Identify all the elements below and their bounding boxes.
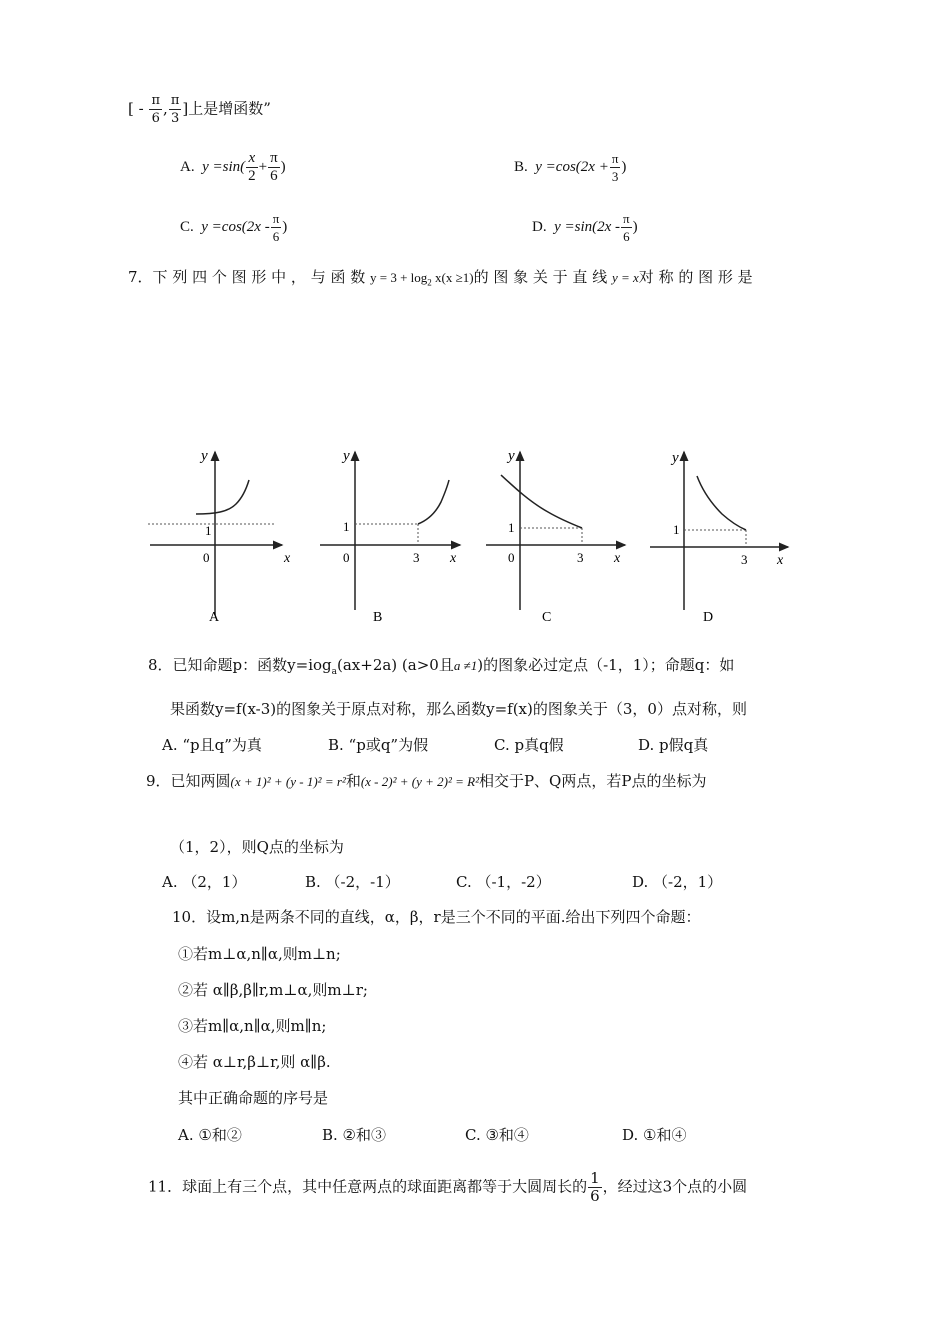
svg-text:D: D <box>703 610 714 625</box>
q10-option-b: B. ②和③ <box>322 1126 387 1144</box>
svg-text:1: 1 <box>205 523 212 538</box>
q8-line1: 8．已知命题p：函数y=iog$_a$(ax+2a) (a>0且a ≠1)的图象必过定点（-1，1）；命题q：如 <box>148 656 735 677</box>
q6-option-d: D. y =sin(2x - $\frac{\pi}{6}$ ) <box>532 211 638 244</box>
q6-bracket: [ - <box>128 99 144 118</box>
q9-option-b: B. （-2，-1） <box>305 873 400 891</box>
q9-option-d: D. （-2，1） <box>632 873 723 891</box>
q10-option-c: C. ③和④ <box>465 1126 529 1144</box>
svg-text:0: 0 <box>203 550 210 565</box>
q10-item-2: ②若 α∥β,β∥r,m⊥α,则m⊥r; <box>178 981 368 999</box>
q9-option-a: A. （2，1） <box>162 873 247 891</box>
q7-line-yx: y = x <box>611 270 639 285</box>
svg-text:x: x <box>450 551 457 566</box>
svg-text:x: x <box>777 553 784 568</box>
q10-option-a: A. ①和② <box>178 1126 242 1144</box>
svg-text:1: 1 <box>673 522 680 537</box>
q6-frac-pi-6: $\frac{\pi}{6}$ <box>151 93 161 126</box>
svg-text:0: 0 <box>508 550 515 565</box>
svg-text:x: x <box>614 551 621 566</box>
svg-text:1: 1 <box>343 519 350 534</box>
q11-frac-1-6: $\frac{1}{6}$ <box>590 1169 600 1205</box>
q7-stem: 7．下 列 四 个 图 形 中 ， 与 函 数 $y = 3 + \log_2 x(x \ge 1)$的 图 象 关 于 直 线 y = x对 称 的 图 形 是 <box>128 268 753 288</box>
q6-tail-text: ]上是增函数” <box>182 99 271 118</box>
svg-text:y: y <box>672 450 679 466</box>
graph-b <box>320 448 460 625</box>
q9-circle-1: (x + 1)² + (y - 1)² = r² <box>230 774 346 789</box>
q6-interval-line: [ - $\frac{\pi}{6}$ , $\frac{\pi}{3}$ ]上是增函数” <box>128 93 271 126</box>
q8-line2: 果函数y=f(x-3)的图象关于原点对称，那么函数y=f(x)的图象关于（3，0）点对称，则 <box>170 700 747 718</box>
q6-option-a: A. y =sin( $\frac{x}{2}$ + $\frac{\pi}{6}$ ) <box>180 150 286 184</box>
q9-option-c: C. （-1，-2） <box>456 873 551 891</box>
svg-text:x: x <box>284 551 291 566</box>
q8-option-a: A. “p且q”为真 <box>162 736 262 754</box>
svg-text:3: 3 <box>741 552 748 567</box>
q8-option-c: C. p真q假 <box>494 736 564 754</box>
svg-text:C: C <box>542 610 552 625</box>
q8-option-b: B. “p或q”为假 <box>328 736 429 754</box>
svg-text:A: A <box>209 610 220 625</box>
q10-stem: 10．设m,n是两条不同的直线，α，β，r是三个不同的平面.给出下列四个命题： <box>172 908 701 926</box>
q9-line2: （1，2），则Q点的坐标为 <box>170 838 344 856</box>
graph-d <box>650 450 788 625</box>
q10-item-4: ④若 α⊥r,β⊥r,则 α∥β. <box>178 1053 331 1071</box>
q10-option-d: D. ①和④ <box>622 1126 687 1144</box>
q10-item-1: ①若m⊥α,n∥α,则m⊥n; <box>178 945 341 963</box>
svg-text:y: y <box>508 448 515 464</box>
q9-circle-2: (x - 2)² + (y + 2)² = R² <box>360 774 479 789</box>
q6-option-c: C. y =cos(2x - $\frac{\pi}{6}$ ) <box>180 211 288 244</box>
svg-text:3: 3 <box>413 550 420 565</box>
svg-text:1: 1 <box>508 520 515 535</box>
q11-stem: 11．球面上有三个点，其中任意两点的球面距离都等于大圆周长的 $\frac{1}{6}$ ，经过这3个点的小圆 <box>148 1169 748 1205</box>
graph-c <box>486 448 625 625</box>
svg-text:y: y <box>201 448 208 464</box>
svg-text:0: 0 <box>343 550 350 565</box>
q8-option-d: D. p假q真 <box>638 736 709 754</box>
svg-text:3: 3 <box>577 550 584 565</box>
q9-stem: 9．已知两圆(x + 1)² + (y - 1)² = r²和(x - 2)² + (y + 2)² = R²相交于P、Q两点，若P点的坐标为 <box>146 772 707 790</box>
q10-ask: 其中正确命题的序号是 <box>178 1089 329 1107</box>
svg-text:y: y <box>343 448 350 464</box>
graph-a <box>148 448 291 625</box>
q10-item-3: ③若m∥α,n∥α,则m∥n; <box>178 1017 327 1035</box>
q6-frac-pi-3: $\frac{\pi}{3}$ <box>170 93 180 126</box>
q6-option-b: B. y =cos(2x + $\frac{\pi}{3}$ ) <box>514 151 627 184</box>
svg-text:B: B <box>373 610 383 625</box>
q7-graphs <box>0 440 950 640</box>
q7-function: $y = 3 + \log_2 x(x \ge 1)$ <box>370 270 474 288</box>
